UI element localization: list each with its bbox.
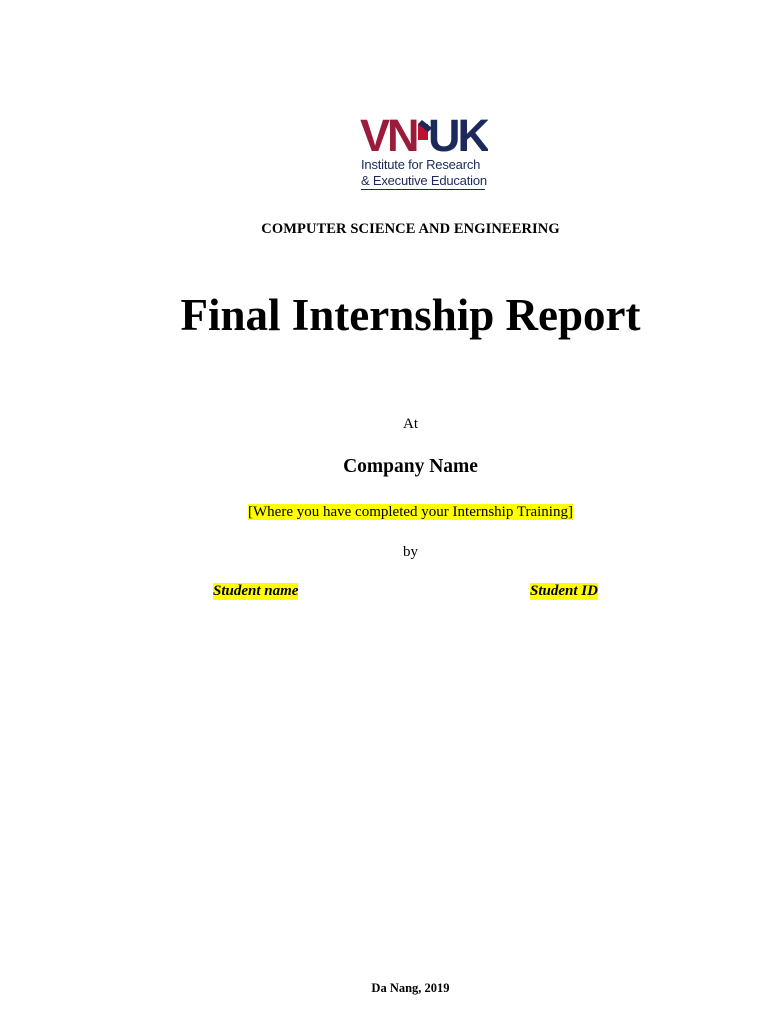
svg-text:UK: UK: [428, 114, 487, 156]
logo-underline: [361, 189, 485, 190]
logo-subtitle-line1: Institute for Research: [361, 157, 481, 172]
company-name: Company Name: [343, 456, 478, 477]
logo-subtitle-line2: & Executive Education: [361, 173, 487, 188]
vnuk-logo: [360, 114, 490, 194]
report-title: Final Internship Report: [180, 290, 641, 340]
student-id-field: Student ID: [530, 583, 598, 599]
company-hint-text: [Where you have completed your Internship Training]: [248, 504, 573, 520]
place-date-footer: Da Nang, 2019: [371, 981, 450, 995]
at-label: At: [403, 416, 418, 432]
svg-text:VN: VN: [360, 114, 417, 156]
company-hint: [0, 504, 768, 521]
department-heading: COMPUTER SCIENCE AND ENGINEERING: [261, 221, 560, 237]
student-name-field: Student name: [213, 583, 299, 599]
vnuk-logo-mark: [360, 114, 488, 156]
by-label: by: [403, 544, 418, 560]
